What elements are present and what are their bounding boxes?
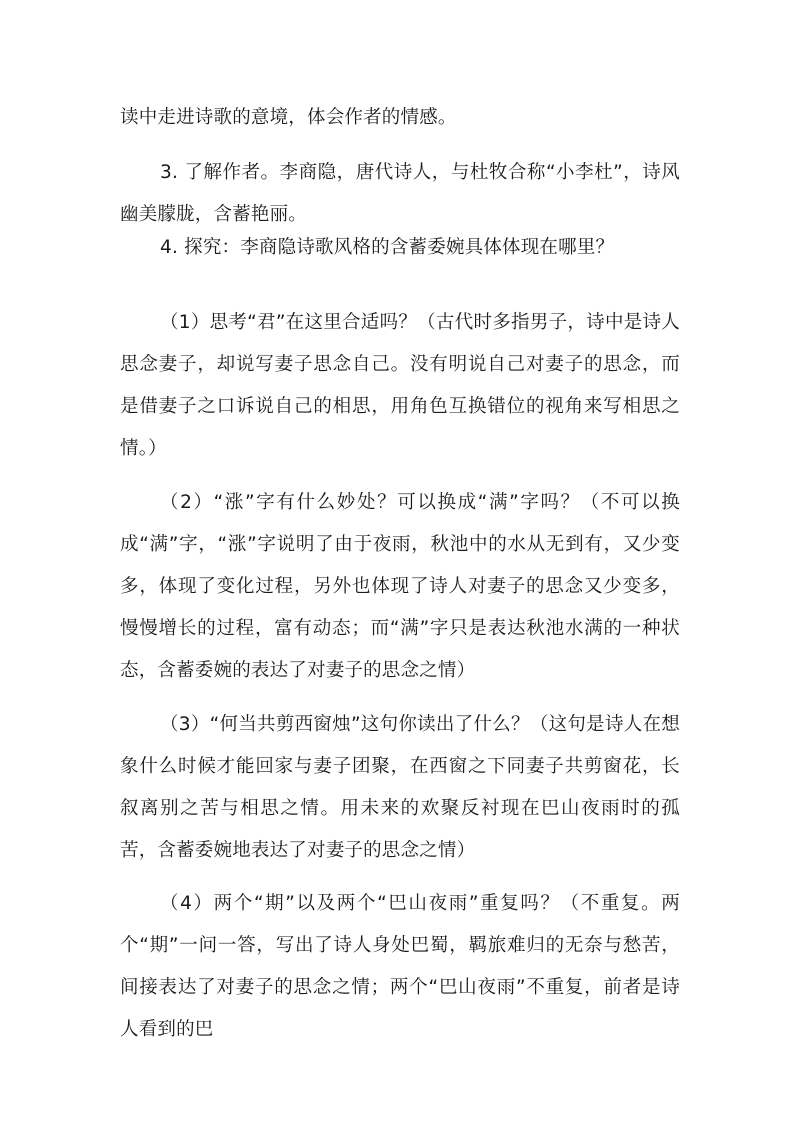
paragraph-question-3: （3）“何当共剪西窗烛”这句你读出了什么？（这句是诗人在想象什么时候才能回家与妻子团聚，在西窗之下同妻子共剪窗花，长叙离别之苦与相思之情。用未来的欢聚反衬现在巴山夜雨时的孤苦，含蓄委婉地表达了对妻子的思念之情） — [120, 714, 680, 861]
paragraph-question-1: （1）思考“君”在这里合适吗？（古代时多指男子，诗中是诗人思念妻子，却说写妻子思念自己。没有明说自己对妻子的思念，而是借妻子之口诉说自己的相思，用角色互换错位的视角来写相思之情。） — [120, 312, 680, 459]
paragraph-inquiry-heading: 4. 探究：李商隐诗歌风格的含蓄委婉具体体现在哪里？ — [160, 237, 615, 258]
paragraph-continuation: 读中走进诗歌的意境，体会作者的情感。 — [120, 107, 457, 128]
paragraph-question-2: （2）“涨”字有什么妙处？可以换成“满”字吗？（不可以换成“满”字，“涨”字说明了由于夜雨，秋池中的水从无到有，又少变多，体现了变化过程，另外也体现了诗人对妻子的思念又少变多，慢慢增长的过程，富有动态；而“满”字只是表达秋池水满的一种状态，含蓄委婉的表达了对妻子的思念之情） — [120, 492, 680, 681]
paragraph-question-4: （4）两个“期”以及两个“巴山夜雨”重复吗？（不重复。两个“期”一问一答，写出了诗人身处巴蜀，羁旅难归的无奈与愁苦，间接表达了对妻子的思念之情；两个“巴山夜雨”不重复，前者是诗人看到的巴 — [120, 893, 680, 1040]
paragraph-author-intro: 3. 了解作者。李商隐，唐代诗人，与杜牧合称“小李杜”，诗风幽美朦胧，含蓄艳丽。 — [120, 162, 680, 225]
